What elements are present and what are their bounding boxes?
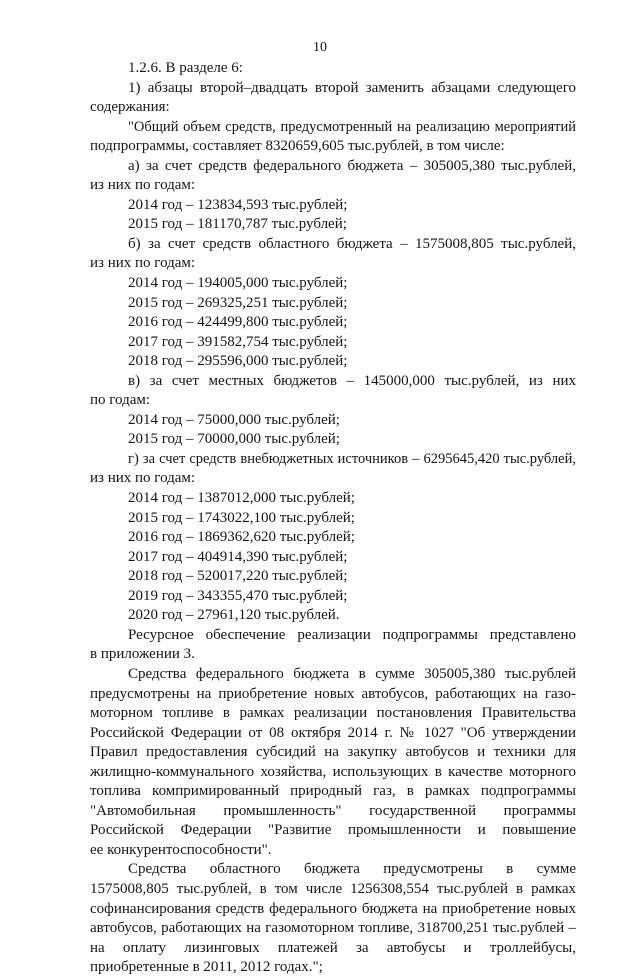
- text-line: 2014 год – 75000,000 тыс.рублей;: [128, 411, 340, 428]
- text-line: 2019 год – 343355,470 тыс.рублей;: [128, 587, 348, 604]
- text-line: 2018 год – 520017,220 тыс.рублей;: [128, 568, 348, 585]
- text-line: г) за счет средств внебюджетных источников – 6295645,420 тыс.рублей,: [128, 450, 576, 467]
- text-line: по годам:: [90, 392, 151, 409]
- text-line: Российской Федерации от 08 октября 2014 г. № 1027 "Об утверждении: [90, 724, 576, 741]
- text-line: 1.2.6. В разделе 6:: [128, 60, 243, 76]
- text-line: 2015 год – 269325,251 тыс.рублей;: [128, 294, 348, 311]
- text-line: Правил предоставления субсидий на закупку автобусов и техники для: [90, 744, 576, 761]
- text-line: предусмотрены на приобретение новых автобусов, работающих на газо-: [90, 685, 576, 702]
- text-line: 2014 год – 123834,593 тыс.рублей;: [128, 196, 348, 213]
- text-line: автобусов, работающих на газомоторном топливе, 318700,251 тыс.рублей –: [90, 920, 576, 937]
- document-body: [90, 59, 576, 978]
- text-line: 1) абзацы второй–двадцать второй заменить абзацами следующего: [128, 79, 576, 96]
- text-line: в) за счет местных бюджетов – 145000,000 тыс.рублей, из них: [128, 372, 576, 389]
- text-line: Ресурсное обеспечение реализации подпрограммы представлено: [128, 626, 576, 643]
- text-line: 2014 год – 1387012,000 тыс.рублей;: [128, 490, 355, 507]
- text-line: в приложении 3.: [90, 646, 195, 663]
- text-line: 2018 год – 295596,000 тыс.рублей;: [128, 353, 348, 370]
- text-line: 2020 год – 27961,120 тыс.рублей.: [128, 607, 340, 624]
- text-line: 2017 год – 404914,390 тыс.рублей;: [128, 548, 348, 565]
- text-line: приобретенные в 2011, 2012 годах.";: [90, 959, 323, 976]
- text-line: из них по годам:: [90, 470, 196, 487]
- text-line: 2016 год – 424499,800 тыс.рублей;: [128, 314, 348, 331]
- text-line: "Автомобильная промышленность" государственной программы: [90, 802, 576, 819]
- text-line: жилищно-коммунального хозяйства, использующих в качестве моторного: [90, 763, 576, 780]
- text-line: моторном топливе в рамках реализации постановления Правительства: [90, 705, 576, 722]
- text-line: на оплату лизинговых платежей за автобусы и троллейбусы,: [90, 939, 576, 956]
- page-number: 10: [313, 40, 327, 55]
- text-line: содержания:: [90, 99, 170, 116]
- text-line: Средства областного бюджета предусмотрены в сумме: [128, 861, 576, 878]
- text-line: 2017 год – 391582,754 тыс.рублей;: [128, 333, 348, 350]
- text-line: Российской Федерации "Развитие промышленности и повышение: [90, 822, 576, 839]
- text-line: Средства федерального бюджета в сумме 305005,380 тыс.рублей: [128, 665, 576, 682]
- text-line: а) за счет средств федерального бюджета – 305005,380 тыс.рублей,: [128, 157, 576, 174]
- text-line: б) за счет средств областного бюджета – 1575008,805 тыс.рублей,: [128, 235, 576, 252]
- text-line: ее конкурентоспособности".: [90, 841, 272, 858]
- text-line: 1575008,805 тыс.рублей, в том числе 1256308,554 тыс.рублей в рамках: [90, 880, 576, 897]
- text-line: 2015 год – 1743022,100 тыс.рублей;: [128, 509, 355, 526]
- text-line: подпрограммы, составляет 8320659,605 тыс.рублей, в том числе:: [90, 138, 505, 155]
- text-line: из них по годам:: [90, 177, 196, 194]
- text-line: софинансирования средств федерального бюджета на приобретение новых: [90, 900, 576, 917]
- text-line: 2016 год – 1869362,620 тыс.рублей;: [128, 529, 355, 546]
- text-line: "Общий объем средств, предусмотренный на реализацию мероприятий: [128, 118, 576, 135]
- text-line: из них по годам:: [90, 255, 196, 272]
- text-line: топлива компримированный природный газ, в рамках подпрограммы: [90, 783, 576, 800]
- text-line: 2015 год – 181170,787 тыс.рублей;: [128, 216, 347, 233]
- text-line: 2014 год – 194005,000 тыс.рублей;: [128, 275, 348, 292]
- text-line: 2015 год – 70000,000 тыс.рублей;: [128, 431, 340, 448]
